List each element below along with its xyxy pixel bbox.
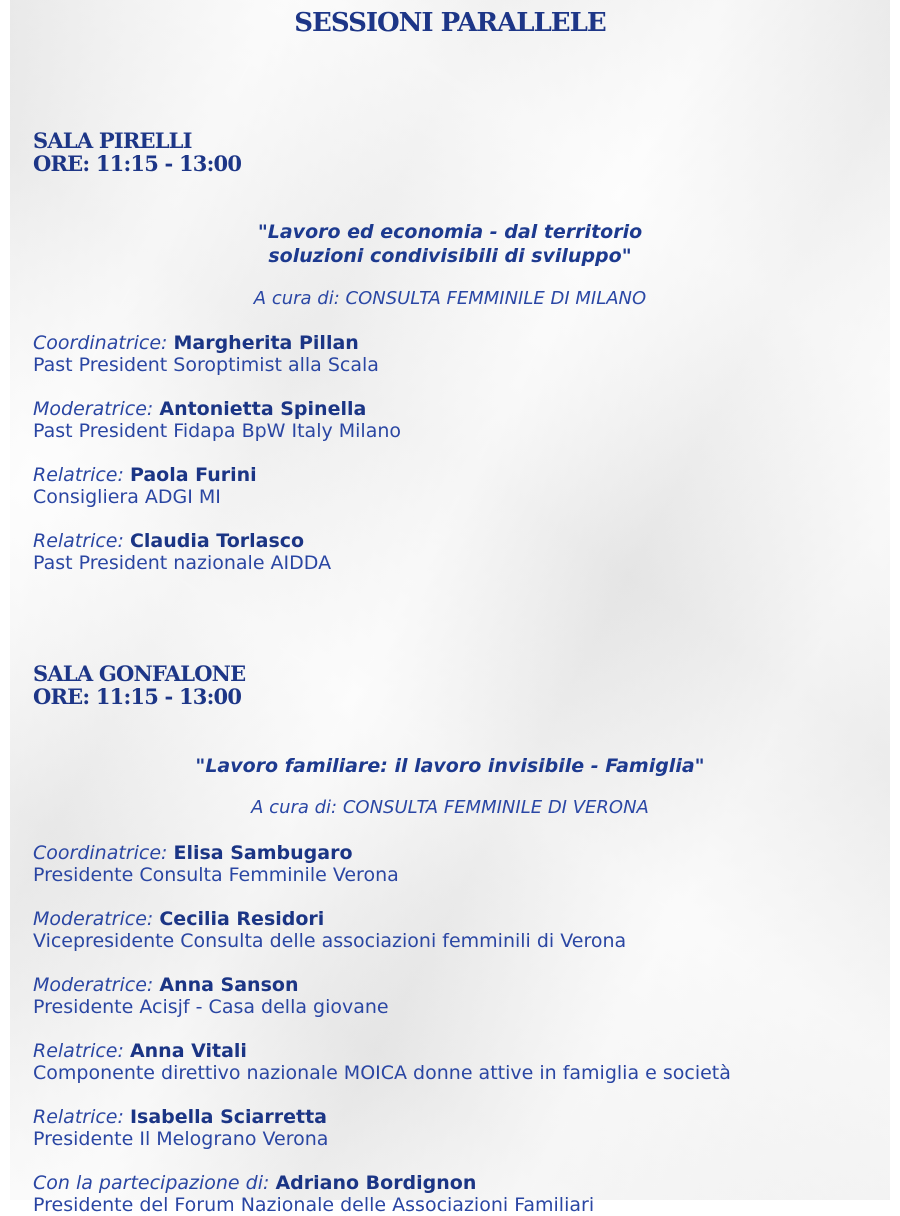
speaker-entry <box>33 974 883 1018</box>
speaker-role: Moderatrice: <box>33 908 154 930</box>
speaker-name: Cecilia Residori <box>159 908 325 930</box>
speaker-role: Relatrice: <box>33 1106 124 1128</box>
document-page <box>10 0 890 1216</box>
speaker-description: Presidente Il Melograno Verona <box>33 1128 329 1150</box>
speaker-name: Margherita Pillan <box>173 332 359 354</box>
session-title-line: soluzioni condivisibili di sviluppo" <box>268 245 632 267</box>
speaker-entry <box>33 332 883 376</box>
speaker-name: Isabella Sciarretta <box>129 1106 327 1128</box>
session-title-gonfalone <box>10 754 890 778</box>
speaker-entry <box>33 530 883 574</box>
speaker-description: Vicepresidente Consulta delle associazioni femminili di Verona <box>33 930 627 952</box>
speaker-role: Coordinatrice: <box>33 332 168 354</box>
speaker-description: Presidente Acisjf - Casa della giovane <box>33 996 389 1018</box>
speaker-role: Moderatrice: <box>33 974 154 996</box>
speaker-entry <box>33 1172 883 1216</box>
session-time: ORE: 11:15 - 13:00 <box>33 684 242 709</box>
session-curator-gonfalone: A cura di: CONSULTA FEMMINILE DI VERONA <box>251 797 649 818</box>
speaker-entry <box>33 908 883 952</box>
speaker-description: Presidente del Forum Nazionale delle Associazioni Familiari <box>33 1194 595 1216</box>
speaker-entry <box>33 398 883 442</box>
speaker-role: Relatrice: <box>33 530 124 552</box>
session-header-gonfalone <box>33 662 245 708</box>
speaker-description: Past President Soroptimist alla Scala <box>33 354 379 376</box>
session-title-line: "Lavoro familiare: il lavoro invisibile - Famiglia" <box>195 755 705 777</box>
session-header-pirelli <box>33 129 241 175</box>
speaker-role: Moderatrice: <box>33 398 154 420</box>
speaker-description: Componente direttivo nazionale MOICA donne attive in famiglia e società <box>33 1062 731 1084</box>
speaker-entry <box>33 842 883 886</box>
session-title-line: "Lavoro ed economia - dal territorio <box>257 221 643 243</box>
speaker-entry <box>33 464 883 508</box>
session-curator-pirelli: A cura di: CONSULTA FEMMINILE DI MILANO <box>253 288 647 309</box>
speaker-name: Anna Vitali <box>129 1040 247 1062</box>
speaker-description: Consigliera ADGI MI <box>33 486 221 508</box>
speaker-name: Adriano Bordignon <box>275 1172 477 1194</box>
room-name: SALA GONFALONE <box>33 661 246 686</box>
speaker-role: Relatrice: <box>33 464 124 486</box>
speaker-entry <box>33 1040 883 1084</box>
speaker-name: Anna Sanson <box>159 974 299 996</box>
page-title: SESSIONI PARALLELE <box>294 8 606 38</box>
session-title-pirelli <box>10 220 890 268</box>
speaker-name: Antonietta Spinella <box>159 398 367 420</box>
room-name: SALA PIRELLI <box>33 128 192 153</box>
speaker-role: Coordinatrice: <box>33 842 168 864</box>
session-time: ORE: 11:15 - 13:00 <box>33 151 242 176</box>
speaker-name: Paola Furini <box>129 464 257 486</box>
speaker-description: Past President Fidapa BpW Italy Milano <box>33 420 402 442</box>
speaker-role: Con la partecipazione di: <box>33 1172 270 1194</box>
speaker-description: Presidente Consulta Femminile Verona <box>33 864 399 886</box>
speaker-name: Elisa Sambugaro <box>173 842 353 864</box>
speaker-entry <box>33 1106 883 1150</box>
speaker-name: Claudia Torlasco <box>129 530 305 552</box>
speaker-role: Relatrice: <box>33 1040 124 1062</box>
speaker-description: Past President nazionale AIDDA <box>33 552 332 574</box>
